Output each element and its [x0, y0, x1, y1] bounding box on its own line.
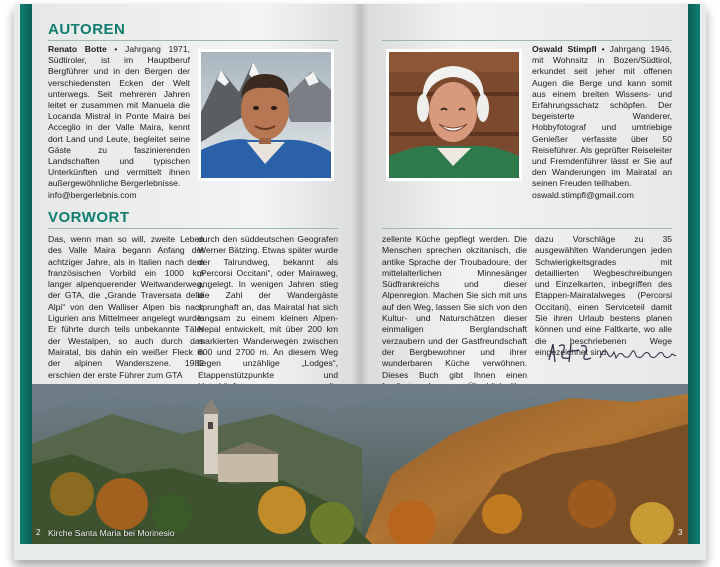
author-bio-botte-text: • Jahrgang 1971, Südtiroler, ist im Hauptberuf Bergführer und in den Bergen der verschiedensten Ecken der Welt unterwegs. Seit mehreren Jahren leitet er zusammen mit Manuela die Locanda Mistral in Ponte Maira bei Acceglio in der Valle Maira, kennt dort Land und Leute, begleitet seine Gäste zu faszinierenden Landschaften und typischen Unterkünften und vermittelt ihnen außergewöhnliche Bergerlebnisse. [48, 44, 190, 189]
author-bio-stimpfl [532, 44, 672, 201]
author-name-botte: Renato Botte [48, 44, 107, 54]
foreword-column-2: durch den süddeutschen Geografen Werner Bätzing. Etwas später wurde der Talrundweg, bekannt als „Percorsi Occitani“, oder Mairaweg, angelegt. In wenigen Jahren stieg die Zahl der Wandergäste sprunghaft an, das Mairatal hat sich langsam zu einem kleinen Alpen-Nepal entwickelt, mit über 200 km markierten Wanderwegen zwischen 600 und 2700 m. An diesem Weg liegen unzählige „Lodges“, Etappenstützpunkte und [198, 234, 338, 380]
foreword-column-4: dazu Vorschläge zu 35 ausgewählten Wanderungen jeden Schwierigkeitsgrades mit detaillierten Wegbeschreibungen und Einzelkarten, inbegriffen des Etappen-Mairatalweges (Percorsi Occitani), einen Serviceteil damit Sie ihren Urlaub bestens planen können und eine Faltkarte, wo alle die beschriebenen Wege eingezeichnet sind. [535, 234, 672, 357]
left-edge-stripe [20, 4, 32, 544]
book-gutter [352, 4, 368, 386]
page-number-right: 3 [678, 528, 683, 537]
valley-landscape-image [32, 384, 688, 544]
photo-caption: Kirche Santa Maria bei Morinesio [48, 528, 175, 538]
landscape-photo [32, 384, 688, 544]
page-number-left: 2 [36, 528, 41, 537]
right-edge-stripe [688, 4, 700, 544]
signature-botte [545, 340, 595, 371]
author-name-stimpfl: Oswald Stimpfl [532, 44, 597, 54]
author-email-stimpfl: oswald.stimpfl@gmail.com [532, 189, 634, 200]
portrait-stimpfl-image [389, 52, 519, 178]
authors-rule-left [48, 40, 338, 41]
foreword-rule-right [382, 228, 672, 229]
authors-heading: AUTOREN [48, 21, 126, 38]
portrait-botte-image [201, 52, 331, 178]
foreword-column-3: zellente Küche gepflegt werden. Die Menschen sprechen okzitanisch, die antike Sprache der Troubadoure, der mittelalterlichen Minnesänger Südfrankreichs und dieser Alpenregion. Machen Sie sich mit uns auf den Weg, lassen Sie sich von den Kultur- und Naturschätzen dieser einmaligen Berglandschaft verzaubern und der Gastfreundschaft der Bergbewohner und ihrer wunderbaren Küche verwöhnen. Dieses Buch gibt Ihnen einen [382, 234, 527, 380]
author-photo-stimpfl [386, 49, 522, 181]
signature-stimpfl [598, 344, 678, 368]
foreword-rule-left [48, 228, 338, 229]
author-photo-botte [198, 49, 334, 181]
author-bio-stimpfl-text: • Jahrgang 1946, mit Wohnsitz in Bozen/Südtirol, erkundet seit jeher mit offenen Augen die Berge und kann somit aus einem breiten Wissens- und Erfahrungsschatz schöpfen. Der begeisterte Wanderer, Hobbyfotograf und umtriebige Genießer verfasste über 50 Reiseführer. Als geprüfter Reiseleiter und Fremdenführer lässt er Sie auf den Wanderungen im Mairatal an seinen Freuden teilhaben. [532, 44, 673, 189]
author-email-botte: info@bergerlebnis.com [48, 189, 137, 200]
signature-stimpfl-image [598, 344, 678, 364]
foreword-heading: VORWORT [48, 209, 130, 226]
signature-botte-image [545, 340, 595, 366]
author-bio-botte [48, 44, 190, 201]
authors-rule-right [382, 40, 672, 41]
foreword-column-1: Das, wenn man so will, zweite Leben des Valle Maira begann Anfang der achtziger Jahre, als in Italien nach dem französischen Vorbild ein 1000 km langer alpenquerender Weitwanderweg, der GTA, die „Grande Traversata delle Alpi“ von den Walliser Alpen bis nach Ligurien ans Mittelmeer angelegt wurde. Er führte durch teils unbekannte Täler der Westalpen, so auch durch das Mairatal, bis dahin ein weißer Fleck in der alpinen Wanderszene. 1982 erschien der erste Führer zum GTA [48, 234, 204, 380]
